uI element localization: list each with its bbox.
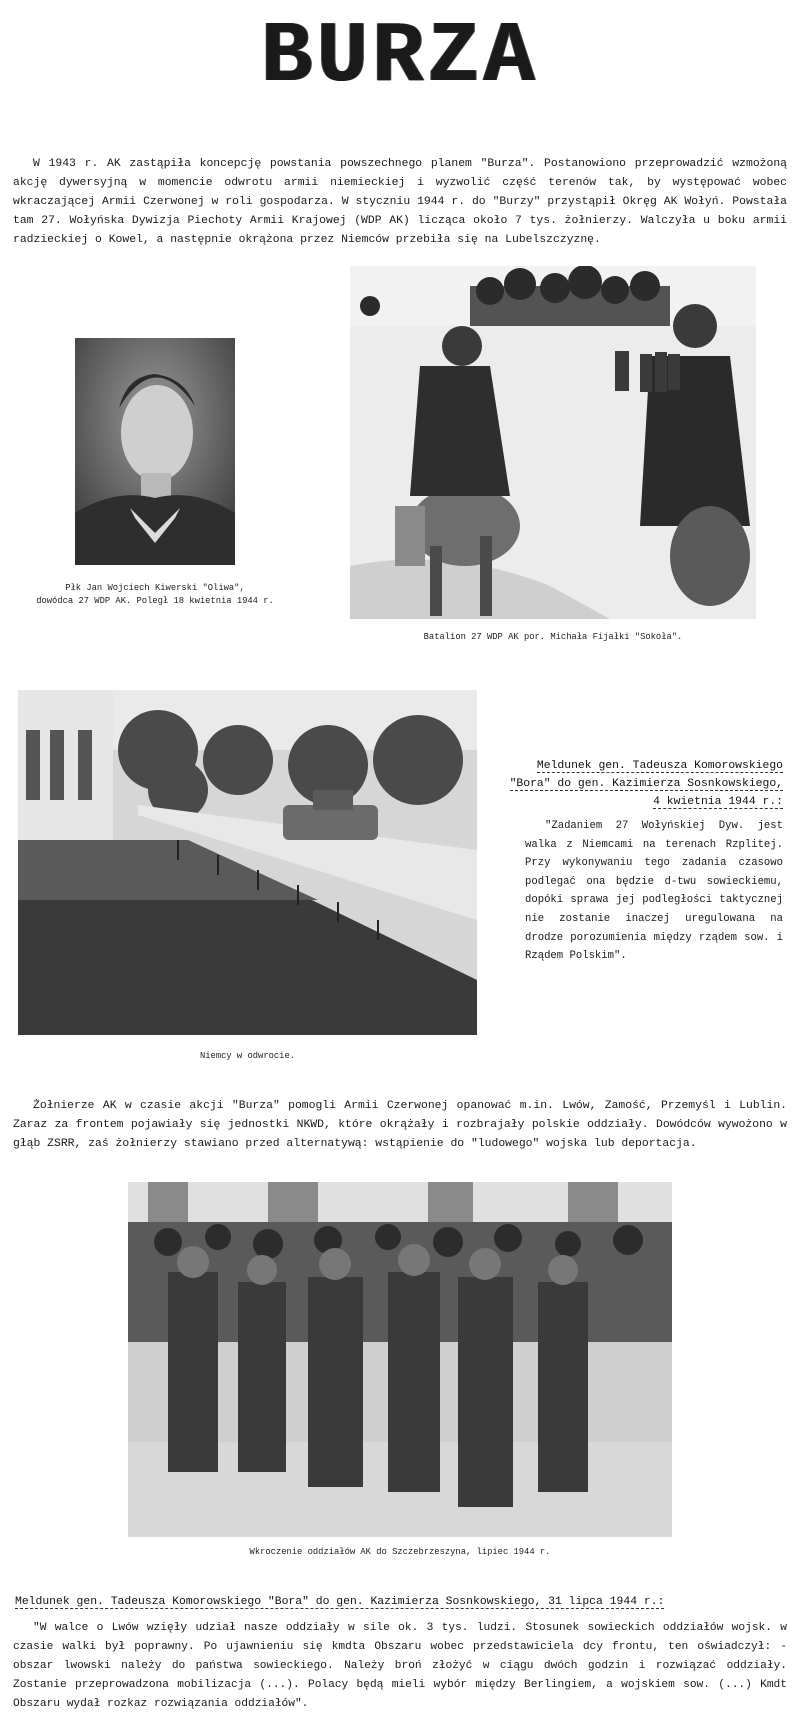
battalion-photo	[350, 266, 756, 619]
report1-heading	[505, 757, 783, 811]
report2-heading	[15, 1593, 787, 1611]
middle-paragraph: Żołnierze AK w czasie akcji "Burza" pomogli Armii Czerwonej opanować m.in. Lwów, Zamość, Przemyśl i Lublin. Zaraz za frontem pojawiały się jednostki NKWD, które okrążały i rozbrajały polskie oddziały. Dowódców wywożono w głąb ZSRR, zaś żołnierzy stawiano przed alternatywą: wstąpienie do "ludowego" wojska lub deportacja.	[13, 1100, 787, 1150]
portrait-caption-line1: Płk Jan Wojciech Kiwerski "Oliwa",	[65, 583, 245, 593]
portrait-caption-line2: dowódca 27 WDP AK. Poległ 18 kwietnia 1944 r.	[36, 596, 274, 606]
report2-quote: "W walce o Lwów wzięły udział nasze oddziały w sile ok. 3 tys. ludzi. Stosunek sowieckich oddziałów wojsk. w czasie walki był poprawny. Po ujawnieniu się kmdta Obszaru wobec przedstawiciela dcy frontu, ten oświadczył: - obszar lwowski należy do państwa sowieckiego. Należy broń złożyć w ciągu dwóch godzin i rozwiązać oddziały. Zostanie przeprowadzona mobilizacja (...). Polacy będą mieli wybór między Berlingiem, a wojskiem sow. (...) Kmdt Obszaru wydał rozkaz rozwiązania oddziałów".	[13, 1622, 787, 1710]
intro-paragraph: W 1943 r. AK zastąpiła koncepcję powstania powszechnego planem "Burza". Postanowiono przeprowadzić wzmożoną akcję dywersyjną w momencie odwrotu armii niemieckiej i wyzwolić część terenów tak, by występować wobec wkraczającej Armii Czerwonej w roli gospodarza. W styczniu 1944 r. do "Burzy" przystąpił Okręg AK Wołyń. Powstała tam 27. Wołyńska Dywizja Piechoty Armii Krajowej (WDP AK) licząca około 7 tys. żołnierzy. Walczyła u boku armii radzieckiej o Kowel, a następnie okrążona przez Niemców przebiła się na Lubelszczyznę.	[13, 158, 787, 246]
march-photo	[128, 1182, 672, 1537]
tank-photo	[18, 690, 477, 1035]
report2-heading-text: Meldunek gen. Tadeusza Komorowskiego "Bora" do gen. Kazimierza Sosnkowskiego, 31 lipca 1944 r.:	[15, 1596, 665, 1608]
page-title: BURZA	[260, 8, 540, 106]
portrait-caption	[20, 582, 290, 608]
report1-heading-line1: Meldunek gen. Tadeusza Komorowskiego	[536, 760, 783, 772]
report1-quote: "Zadaniem 27 Wołyńskiej Dyw. jest walka z Niemcami na terenach Rzplitej. Przy wykonywaniu tego zadania czasowo podlegać ona będzie d-twu sowieckiemu, dopóki sprawa jej podległości taktycznej nie zostanie inaczej uregulowana na drodze porozumienia między rządem sow. i Rządem Polskim".	[525, 820, 783, 963]
portrait-photo	[75, 338, 235, 565]
march-caption: Wkroczenie oddziałów AK do Szczebrzeszyna, lipiec 1944 r.	[249, 1547, 551, 1557]
report1-heading-line2: "Bora" do gen. Kazimierza Sosnkowskiego,	[509, 778, 783, 790]
battalion-caption: Batalion 27 WDP AK por. Michała Fijałki "Sokoła".	[423, 632, 683, 642]
tank-caption: Niemcy w odwrocie.	[199, 1051, 296, 1061]
report1-heading-line3: 4 kwietnia 1944 r.:	[653, 796, 783, 808]
